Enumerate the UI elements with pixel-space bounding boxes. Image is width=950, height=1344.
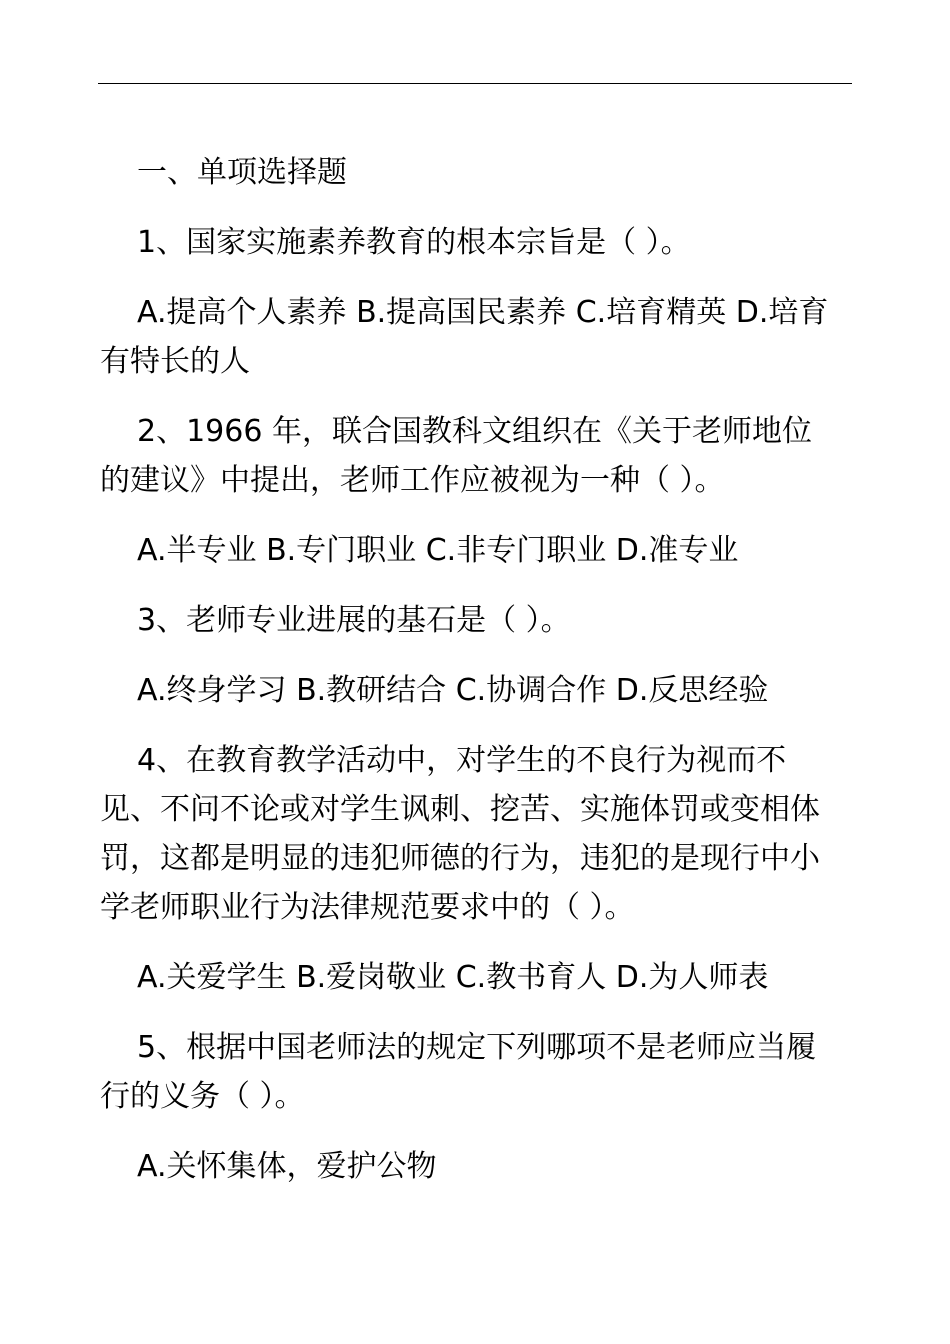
question-1: 1、国家实施素养教育的根本宗旨是（ ）。 [137, 225, 691, 260]
header-rule [98, 83, 852, 84]
question-3: 3、老师专业进展的基石是（ ）。 [137, 603, 571, 638]
question-4-options: A.关爱学生 B.爱岗敬业 C.教书育人 D.为人师表 [137, 960, 769, 995]
question-5: 5、根据中国老师法的规定下列哪项不是老师应当履行的义务（ ）。 [100, 1030, 817, 1114]
question-5-option-a: A.关怀集体，爱护公物 [137, 1149, 437, 1184]
question-2: 2、1966 年，联合国教科文组织在《关于老师地位的建议》中提出，老师工作应被视为一种（ ）。 [100, 414, 812, 498]
section-heading: 一、单项选择题 [137, 155, 347, 190]
question-4: 4、在教育教学活动中，对学生的不良行为视而不见、不问不论或对学生讽刺、挖苦、实施体罚或变相体罚，这都是明显的违犯师德的行为，违犯的是现行中小学老师职业行为法律规范要求中的（ ）。 [100, 743, 820, 925]
document-body [100, 148, 840, 1212]
question-3-options: A.终身学习 B.教研结合 C.协调合作 D.反思经验 [137, 673, 769, 708]
question-2-options: A.半专业 B.专门职业 C.非专门职业 D.准专业 [137, 533, 739, 568]
question-1-options: A.提高个人素养 B.提高国民素养 C.培育精英 D.培育有特长的人 [100, 295, 829, 379]
